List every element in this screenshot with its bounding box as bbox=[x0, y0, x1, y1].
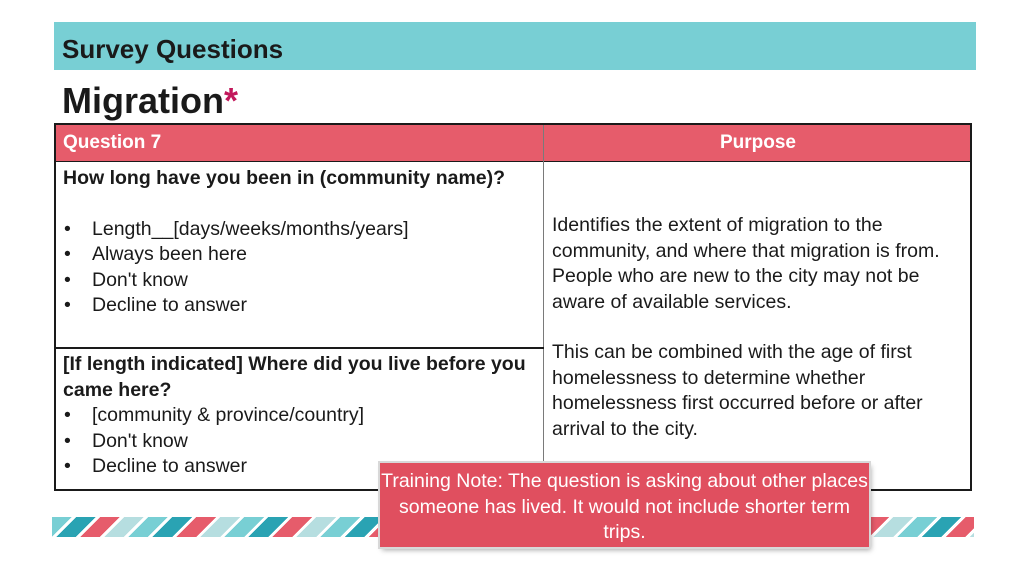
row-divider bbox=[56, 347, 544, 349]
question-cell-2 bbox=[63, 352, 538, 480]
purpose-cell bbox=[552, 213, 967, 442]
answer-options-1 bbox=[63, 217, 533, 319]
survey-table bbox=[54, 123, 972, 491]
question-text-1: How long have you been in (community name)? bbox=[63, 167, 506, 189]
purpose-paragraph-2: This can be combined with the age of first homelessness to determine whether homelessness first occurred before or after arrival to the city. bbox=[552, 341, 923, 440]
question-text-2: [If length indicated] Where did you live before you came here? bbox=[63, 353, 526, 401]
list-item: • Decline to answer bbox=[63, 293, 533, 319]
column-divider bbox=[543, 125, 544, 489]
question-cell-1 bbox=[63, 166, 533, 319]
page-title-text: Migration bbox=[62, 80, 224, 121]
training-note: Training Note: The question is asking about other places someone has lived. It would not include shorter term trips. bbox=[380, 463, 869, 547]
list-item: • Don't know bbox=[63, 268, 533, 294]
purpose-paragraph-1: Identifies the extent of migration to the community, and where that migration is from. People who are new to the city may not be aware of available services. bbox=[552, 214, 940, 313]
list-item: • [community & province/country] bbox=[63, 403, 538, 429]
section-title: Survey Questions bbox=[62, 34, 284, 64]
asterisk-mark: * bbox=[223, 80, 238, 121]
list-item: • Decline to answer bbox=[63, 454, 538, 480]
list-item: • Don't know bbox=[63, 429, 538, 455]
table-header-purpose: Purpose bbox=[719, 132, 797, 153]
list-item: • Length__[days/weeks/months/years] bbox=[63, 217, 533, 243]
table-header-row bbox=[56, 125, 970, 162]
table-header-question: Question 7 bbox=[63, 132, 162, 153]
list-item: • Always been here bbox=[63, 242, 533, 268]
page-title bbox=[62, 80, 238, 122]
